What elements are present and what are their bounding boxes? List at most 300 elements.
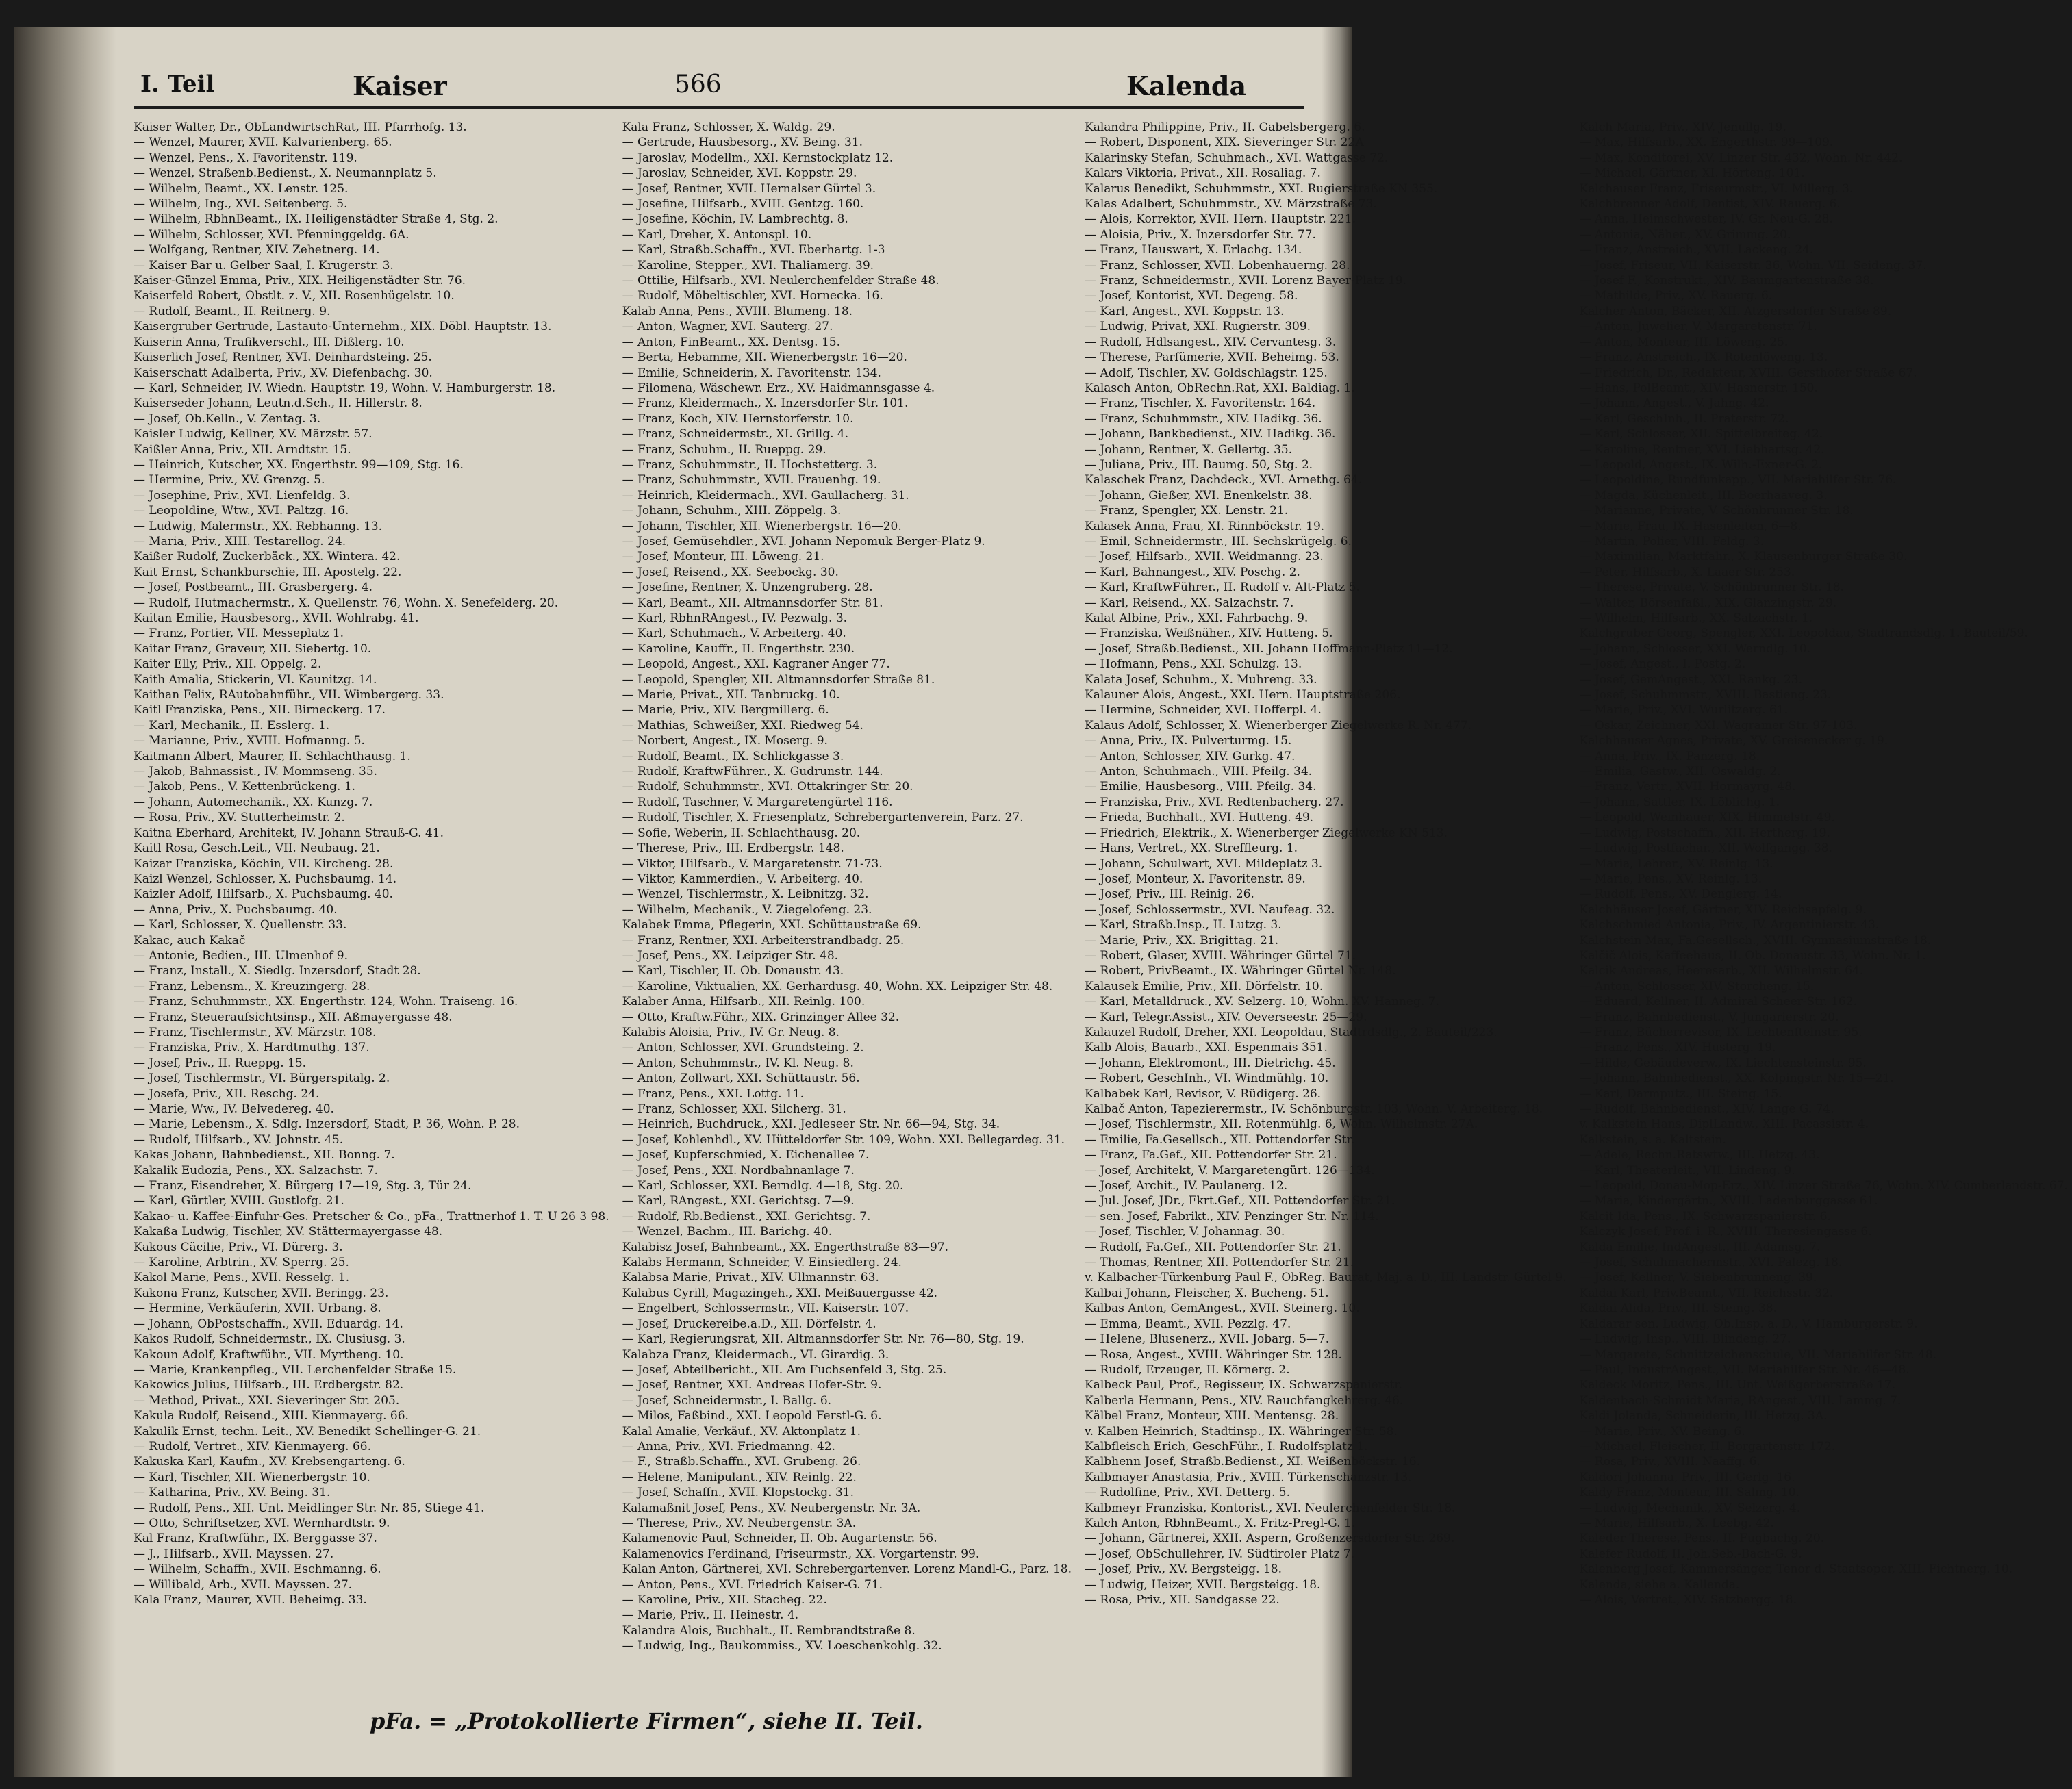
directory-page <box>14 27 2068 1777</box>
book-spine-shadow <box>14 27 116 1777</box>
directory-entry: Kalars Viktoria, Privat., XII. Rosaliag. 7. <box>1085 166 1321 181</box>
directory-entry: Kaiserschatt Adalberta, Priv., XV. Diefenbachg. 30. <box>134 366 433 380</box>
directory-entry: — Marie, Priv., XX. Brigittag. 21. <box>1085 933 1279 948</box>
directory-entry: — Martin, Polier, VIII. Feldg. 3. <box>1579 534 1764 548</box>
directory-entry: Kaitl Franziska, Pens., XII. Birneckerg. 17. <box>134 703 386 718</box>
directory-entry: Kakalik Eudozia, Pens., XX. Salzachstr. 7. <box>134 1163 378 1178</box>
directory-entry: — Rudolf, Vertret., XIV. Kienmayerg. 66. <box>134 1439 372 1454</box>
directory-entry: — Rudolf, Hutmachermstr., X. Quellenstr. 76, Wohn. X. Senefelderg. 20. <box>134 596 559 610</box>
directory-entry: Kaisler Ludwig, Kellner, XV. Märzstr. 57. <box>134 427 372 442</box>
directory-entry: Kalabsa Marie, Privat., XIV. Ullmannstr. 63. <box>622 1271 879 1285</box>
directory-entry: — Josef, Archit., IV. Paulanerg. 12. <box>1085 1179 1288 1193</box>
directory-entry: — Therese, Priv., III. Erdbergstr. 148. <box>622 841 844 856</box>
directory-entry: — Marianne, Priv., XVIII. Hofmanng. 5. <box>134 734 365 748</box>
directory-entry: — Heinrich, Buchdruck., XXI. Jedleseer Str. Nr. 66—94, Stg. 34. <box>622 1117 1000 1132</box>
directory-entry: — Emilie, Fa.Gesellsch., XII. Pottendorfer Str. <box>1085 1132 1355 1147</box>
directory-entry: Kalcher Anton, Bäcker, XII. Atzgersdorfer Straße 89. <box>1579 304 1892 318</box>
directory-entry: — Ludwig, Ing., Baukommiss., XV. Loeschenkohlg. 32. <box>622 1639 942 1653</box>
directory-entry: — Josef, Gemüsehdler., XVI. Johann Nepomuk Berger-Platz 9. <box>622 534 985 548</box>
directory-entry: — Wilhelm, Schlosser, XVI. Pfenninggeldg. 6A. <box>134 227 409 242</box>
directory-entry: — Friedrich, Elektrik., X. Wienerberger Ziegelwerke KN 513. <box>1085 826 1448 840</box>
directory-entry: — Rudolf, Erzeuger, II. Körnerg. 2. <box>1085 1362 1290 1377</box>
directory-entry: — Mathilde, Priv., XV. Rauerg. 6. <box>1579 289 1773 303</box>
directory-entry: — Wenzel, Pens., X. Favoritenstr. 119. <box>134 151 357 165</box>
directory-entry: — Franz, Schlosser, XVII. Lobenhauerng. 28. <box>1085 258 1350 272</box>
directory-entry: — Emilia, Gastw., XII. Oswaldg. 2. <box>1579 765 1781 779</box>
directory-entry: Kakous Cäcilie, Priv., VI. Dürerg. 3. <box>134 1240 343 1254</box>
directory-entry: — Marie, Priv., XIV. Bergmillerg. 6. <box>622 703 829 718</box>
directory-entry: — Franz, Schuhm., II. Rueppg. 29. <box>622 442 826 457</box>
directory-entry: — Rudolf, Beamt., IX. Schlickgasse 3. <box>622 749 844 763</box>
directory-entry: Kaiserin Anna, Trafikverschl., III. Dißlerg. 10. <box>134 335 405 349</box>
directory-entry: — Rudolf, Bahnbedienst., XIV. Lange G. 74. <box>1579 1102 1834 1116</box>
directory-entry: — Heinrich, Kutscher, XX. Engerthstr. 99—109, Stg. 16. <box>134 457 464 472</box>
directory-entry: — Hans, Vertret., XX. Streffleurg. 1. <box>1085 841 1298 856</box>
directory-entry: — Johann, Tischler, XII. Wienerbergstr. 16—20. <box>622 519 902 533</box>
right-keyword: Kalenda <box>1126 71 1247 101</box>
column-1 <box>134 120 614 1688</box>
directory-entry: — Karl, Straßb.Schaffn., XVI. Eberhartg. 1-3 <box>622 243 885 257</box>
directory-entry: — Mathias, Schweißer, XXI. Riedweg 54. <box>622 718 863 733</box>
directory-entry: — Josef, GemAngest., XXI. Rankg. 23. <box>1579 672 1802 687</box>
directory-entry: — Franz, Spengler, XX. Lenstr. 21. <box>1085 504 1289 518</box>
directory-entry: — Franz, Hauswart, X. Erlachg. 134. <box>1085 243 1302 257</box>
directory-entry: — Josef, Hilfsarb., XVII. Weidmanng. 23. <box>1085 550 1324 564</box>
directory-entry: Kalbmayer Anastasia, Priv., XVIII. Türkenschanzstr. 13. <box>1085 1470 1412 1484</box>
directory-entry: — Karl, Mechanik., II. Esslerg. 1. <box>134 718 330 733</box>
directory-entry: — Josef, Angest., I. Postg. 2. <box>1579 657 1746 672</box>
directory-entry: v. Kalkstein Hans, DiplLandw., XIII. Pacassistr. 4. <box>1579 1117 1869 1132</box>
directory-entry: — Franz, Schuhmmstr., XIV. Hadikg. 36. <box>1085 411 1322 426</box>
directory-entry: — Josef, Schuhmmstr., XVIII. Bastieng. 23. <box>1579 688 1832 702</box>
directory-entry: Kakuska Karl, Kaufm., XV. Krebsengarteng. 6. <box>134 1455 405 1469</box>
directory-entry: — Franz, Pens., XXI. Lottg. 11. <box>622 1087 805 1101</box>
directory-entry: — Hans, PolBeamt., XIV. Hasnerstr. 150. <box>1579 381 1818 395</box>
directory-entry: Kaldai Alida, Priv., III. Steing. 38. <box>1579 1302 1778 1316</box>
footer-note: pFa. = „Protokollierte Firmen“, siehe II. Teil. <box>370 1708 923 1734</box>
directory-entry: — Karoline, Stepper., XVI. Thaliamerg. 39. <box>622 258 874 272</box>
directory-entry: — Josef, Monteur, X. Favoritenstr. 89. <box>1085 872 1306 886</box>
directory-entry: Kal Franz, Kraftwführ., IX. Berggasse 37. <box>134 1532 377 1546</box>
directory-entry: — Franz, Tischler, X. Favoritenstr. 164. <box>1085 396 1316 411</box>
directory-entry: — Josephine, Priv., XVI. Lienfeldg. 3. <box>134 488 351 503</box>
directory-entry: — Franz, Schlosser, XXI. Silcherg. 31. <box>622 1102 846 1116</box>
directory-entry: — Rudolf, Fa.Gef., XII. Pottendorfer Str. 21. <box>1085 1240 1341 1254</box>
directory-entry: Kalczyk Josef, Prof. i. R., XVIII. Theresiengasse 6. <box>1579 1225 1872 1239</box>
directory-entry: Kakowics Julius, Hilfsarb., III. Erdbergstr. 82. <box>134 1378 404 1393</box>
directory-entry: Kalandra Philippine, Priv., II. Gabelsbergerg. 6. <box>1085 120 1365 134</box>
directory-entry: — Walter, Börsenfaßl., XIX. Glanzingstr. 29. <box>1579 596 1837 610</box>
directory-entry: Kalda Emilie, IndAngest., III. Adamsg. 7. <box>1579 1240 1821 1254</box>
directory-entry: — Marie, Lebensm., X. Sdlg. Inzersdorf, Stadt, P. 36, Wohn. P. 28. <box>134 1117 520 1132</box>
directory-entry: Kalamenovics Ferdinand, Friseurmstr., XX. Vorgartenstr. 99. <box>622 1547 980 1561</box>
directory-entry: — Josef, Monteur, III. Löweng. 21. <box>622 550 824 564</box>
directory-entry: — Anton, Wagner, XVI. Sauterg. 27. <box>622 320 833 334</box>
directory-entry: — Norbert, Angest., IX. Moserg. 9. <box>622 734 828 748</box>
directory-entry: v. Kalben Heinrich, Stadtinsp., IX. Währinger Str. 58. <box>1085 1424 1398 1438</box>
directory-entry: — Emilie, Hausbesorg., VIII. Pfeilg. 34. <box>1085 780 1317 794</box>
directory-entry: — Rudolf, Schuhmmstr., XVI. Ottakringer Str. 20. <box>622 780 913 794</box>
directory-entry: Kalbeck Paul, Prof., Regisseur, IX. Schwarzspanierstr. <box>1085 1378 1402 1393</box>
left-keyword: Kaiser <box>353 71 447 101</box>
directory-entry: Kalabisz Josef, Bahnbeamt., XX. Engerthstraße 83—97. <box>622 1240 949 1254</box>
directory-entry: — Milos, Faßbind., XXI. Leopold Ferstl-G. 6. <box>622 1409 882 1423</box>
directory-entry: — Marie, Pens., XV. Reinlg. 13. <box>1579 872 1763 886</box>
directory-entry: — Johann, Schuhm., XIII. Zöppelg. 3. <box>622 504 842 518</box>
directory-entry: — Rudolf, Rb.Bedienst., XXI. Gerichtsg. 7. <box>622 1209 871 1223</box>
directory-entry: — Thomas, Rentner, XII. Pottendorfer Str. 21. <box>1085 1256 1354 1270</box>
directory-entry: — Josef F., Konstrukt., XIV. Baumgartenstraße 38. <box>1579 274 1874 288</box>
directory-entry: Kalandra Alois, Buchhalt., II. Rembrandtstraße 8. <box>622 1623 915 1638</box>
directory-entry: Kakula Rudolf, Reisend., XIII. Kienmayerg. 66. <box>134 1409 409 1423</box>
directory-entry: — Ludwig, Heizer, XVII. Bergsteigg. 18. <box>1085 1577 1321 1592</box>
directory-entry: — Josef, Tischlermstr., XII. Rotenmühlg. 6, Wohn. Wilhelmstr. 27A. <box>1085 1117 1478 1132</box>
directory-entry: — Juliana, Priv., III. Baumg. 50, Stg. 2. <box>1085 457 1313 472</box>
directory-entry: Kalat Albine, Priv., XXI. Fahrbachg. 9. <box>1085 611 1309 625</box>
directory-entry: Kaiser Walter, Dr., ObLandwirtschRat, III. Pfarrhofg. 13. <box>134 120 467 134</box>
directory-entry: — Marie, Priv., II. Heinestr. 4. <box>622 1608 799 1623</box>
directory-entry: — J., Hilfsarb., XVII. Mayssen. 27. <box>134 1547 334 1561</box>
directory-entry: — Michael, Gärtner, XI. Hörteng. 101. <box>1579 166 1805 181</box>
directory-entry: Kaißler Anna, Priv., XII. Arndtstr. 15. <box>134 442 351 457</box>
page-number: 566 <box>674 71 722 99</box>
directory-entry: — Anna, Priv., IX. Pulverturmg. 15. <box>1085 734 1292 748</box>
directory-entry: Kalchgruber Georg, Spengler, XXI. Leopoldau, Stadtrandsdlg. 1. Bauteil/59. <box>1579 626 2028 641</box>
directory-entry: — Rudolfine, Priv., XVI. Detterg. 5. <box>1085 1486 1291 1500</box>
directory-entry: Kakaßa Ludwig, Tischler, XV. Stättermayergasse 48. <box>134 1225 443 1239</box>
directory-entry: Kaizl Wenzel, Schlosser, X. Puchsbaumg. 14. <box>134 872 397 886</box>
directory-entry: — Rudolf, Hdlsangest., XIV. Cervantesg. 3. <box>1085 335 1337 349</box>
directory-entry: — Heinrich, Kleidermach., XVI. Gaullacherg. 31. <box>622 488 909 503</box>
directory-entry: — Josef, Pens., XX. Leipziger Str. 48. <box>622 948 839 963</box>
directory-entry: — Emil, Schneidermstr., III. Sechskrügelg. 6. <box>1085 534 1352 548</box>
directory-entry: — Rosa, Priv., XV. Stutterheimstr. 2. <box>134 811 345 825</box>
directory-entry: — Franz, Tischlermstr., XV. Märzstr. 108. <box>134 1025 377 1039</box>
directory-entry: Kalab Anna, Pens., XVIII. Blumeng. 18. <box>622 304 853 318</box>
directory-entry: — Johann, ObPostschaffn., XVII. Eduardg. 14. <box>134 1317 403 1331</box>
directory-entry: Kalas Adalbert, Schuhmmstr., XV. Märzstraße 73. <box>1085 197 1377 212</box>
directory-entry: Kaldeck Moritz, Pens., III. Unt. Weißgerberstraße 17. <box>1579 1378 1895 1393</box>
directory-entry: — Franz, Steueraufsichtsinsp., XII. Aßmayergasse 48. <box>134 1010 453 1024</box>
directory-entry: — Marie, Ww., IV. Belvedereg. 40. <box>134 1102 334 1116</box>
directory-entry: — Josef, Abteilbericht., XII. Am Fuchsenfeld 3, Stg. 25. <box>622 1362 947 1377</box>
directory-entry: Kalasek Anna, Frau, XI. Rinnböckstr. 19. <box>1085 519 1325 533</box>
directory-entry: — Johann, Angest., V. Jahng. 42. <box>1579 396 1769 411</box>
directory-entry: Kalchhäuser Josef, Gärtner, XIV. Reichsapfelg. 9. <box>1579 902 1867 917</box>
directory-entry: — Oskar, Zeichner, XXI. Wagramer Str. 97-103. <box>1579 718 1858 733</box>
directory-entry: — Maximilian, Marktfahr., X. Klausenburger Straße 30. <box>1579 550 1908 564</box>
directory-entry: Kälbel Franz, Monteur, XIII. Mentensg. 28. <box>1085 1409 1339 1423</box>
directory-entry: Kaiser-Günzel Emma, Priv., XIX. Heiligenstädter Str. 76. <box>134 274 466 288</box>
directory-entry: — Willibald, Arb., XVII. Mayssen. 27. <box>134 1577 353 1592</box>
directory-entry: — Antonia, Näher., XV. Grimmg. 20. <box>1579 227 1791 242</box>
directory-entry: Kaitl Rosa, Gesch.Leit., VII. Neubaug. 21. <box>134 841 380 856</box>
directory-entry: — Therese, Priv., XV. Neubergenstr. 3A. <box>622 1516 857 1530</box>
directory-entry: — Karl, Regierungsrat, XII. Altmannsdorfer Str. Nr. 76—80, Stg. 19. <box>622 1332 1024 1347</box>
directory-entry: — Josef, Reisend., XX. Seebockg. 30. <box>622 565 839 579</box>
directory-entry: — Josef, Tischlermstr., VI. Bürgerspitalg. 2. <box>134 1071 390 1086</box>
directory-entry: Kalaschek Franz, Dachdeck., XVI. Arnethg. 64. <box>1085 473 1363 487</box>
directory-entry: — Franz, Schneidermstr., XI. Grillg. 4. <box>622 427 849 442</box>
directory-entry: — Josef, Postbeamt., III. Grasbergerg. 4. <box>134 581 373 595</box>
directory-entry: — Jakob, Pens., V. Kettenbrückeng. 1. <box>134 780 355 794</box>
directory-entry: Kaith Amalia, Stickerin, VI. Kaunitzg. 14. <box>134 672 377 687</box>
directory-entry: — Emilie, Schneiderin, X. Favoritenstr. 134. <box>622 366 881 380</box>
directory-entry: — Paul, IndustrAngest., VII. Mariahilfer Str. Nr. 46—48. <box>1579 1362 1910 1377</box>
directory-entry: — Gertrude, Hausbesorg., XV. Being. 31. <box>622 136 863 150</box>
directory-entry: — Franz, Portier, VII. Messeplatz 1. <box>134 626 344 641</box>
directory-entry: — Rudolf, Tischler, X. Friesenplatz, Schrebergartenverein, Parz. 27. <box>622 811 1024 825</box>
directory-entry: — Helene, Manipulant., XIV. Reinlg. 22. <box>622 1470 857 1484</box>
directory-entry: — Wilhelm, Mechanik., V. Ziegelofeng. 23. <box>622 902 872 917</box>
directory-entry: Kalabek Emma, Pflegerin, XXI. Schüttaustraße 69. <box>622 918 922 932</box>
directory-entry: — Josef, Pens., XXI. Nordbahnanlage 7. <box>622 1163 855 1178</box>
directory-entry: — Rudolf, Taschner, V. Margaretengürtel 116. <box>622 795 893 809</box>
directory-entry: — Wilhelm, Beamt., XX. Lenstr. 125. <box>134 181 349 196</box>
directory-entry: — Josef, Schneidermstr., I. Ballg. 6. <box>622 1393 832 1408</box>
directory-entry: — Rudolf, Möbeltischler, XVI. Hornecka. 16. <box>622 289 883 303</box>
directory-entry: — Ludwig, Postschaffn., XII. Hertherg. 19. <box>1579 826 1830 840</box>
directory-entry: Kaldori Johanna, Priv., III. Gerlg. 16. <box>1579 1470 1795 1484</box>
directory-entry: Kalal Amalie, Verkäuf., XV. Aktonplatz 1. <box>622 1424 861 1438</box>
directory-entry: — Robert, PrivBeamt., IX. Währinger Gürtel Nr. 148. <box>1085 964 1396 978</box>
directory-entry: — Johann, Schulwart, XVI. Mildeplatz 3. <box>1085 857 1323 871</box>
directory-entry: — Leopold, Angest., XXI. Kagraner Anger 77. <box>622 657 890 672</box>
directory-entry: — Karl, Gürtler, XVIII. Gustlofg. 21. <box>134 1194 344 1208</box>
directory-entry: — Wenzel, Bachm., III. Barichg. 40. <box>622 1225 833 1239</box>
directory-entry: — Anna, Heimschwester, IV. Gr. Neu-G. 28. <box>1579 212 1833 227</box>
directory-entry: — Emma, Beamt., XVII. Pezzlg. 47. <box>1085 1317 1291 1331</box>
directory-entry: — Therese, Parfümerie, XVII. Beheimg. 53. <box>1085 351 1339 365</box>
directory-entry: — Josef, Architekt, V. Margaretengürt. 126—134. <box>1085 1163 1375 1178</box>
directory-entry: Kalchstein Max, Fa.Gesellsch., XVIII. Gymnasiumstraße 18. <box>1579 933 1932 948</box>
directory-entry: Kalarus Benedikt, Schuhmmstr., XXI. Rugierstraße KN 355. <box>1085 181 1438 196</box>
directory-entry: — Josef, Schuhmachermstr., XVI. Palezg. 18. <box>1579 1256 1843 1270</box>
directory-entry: — Karl, Bahnangest., XIV. Poschg. 2. <box>1085 565 1300 579</box>
directory-entry: — Peter, Hilfsarb., X. Laaer Str. 253. <box>1579 565 1795 579</box>
directory-entry: — Jul. Josef, JDr., Fkrt.Gef., XII. Pottendorfer Str. 21. <box>1085 1194 1395 1208</box>
directory-entry: — Anton, Pens., XVI. Friedrich Kaiser-G. 71. <box>622 1577 883 1592</box>
directory-entry: Kaiserlich Josef, Rentner, XVI. Deinhardsteing. 25. <box>134 351 432 365</box>
directory-entry: — Franz, Schuhmmstr., II. Hochstetterg. 3. <box>622 457 878 472</box>
directory-entry: — Karl, Tischler, XII. Wienerbergstr. 10. <box>134 1470 370 1484</box>
directory-entry: Kalausek Emilie, Priv., XII. Dörfelstr. 10. <box>1085 979 1324 993</box>
column-3 <box>1085 120 1571 1688</box>
directory-entry: Kalchauser Franz, Friseurmstr., VI. Millerg. 3. <box>1579 181 1854 196</box>
page-header <box>134 65 1304 109</box>
directory-entry: — Maria, Lehrer., XV. Reinlg. 13. <box>1579 857 1773 871</box>
directory-entry: — Franz, Anstreich., IX. Rotenlöweng. 13. <box>1579 351 1828 365</box>
directory-entry: Kalch Anton, RbhnBeamt., X. Fritz-Pregl-G. 1. <box>1085 1516 1356 1530</box>
directory-entry: Kaldi Jolanda, Schneiderin, III. Hetzg. 3A. <box>1579 1409 1828 1423</box>
directory-entry: — Karl, Dreher, X. Antonspl. 10. <box>622 227 812 242</box>
directory-entry: — Leopoldine, Rundfunkapp., VII. Mariahilfer Str. 76. <box>1579 473 1897 487</box>
directory-entry: Kaitan Emilie, Hausbesorg., XVII. Wohlrabg. 41. <box>134 611 419 625</box>
directory-entry: — Leopold, Angest., IX. Wilh.-Exner-G. 2. <box>1579 457 1823 472</box>
directory-entry: — Filomena, Wäschewr. Erz., XV. Haidmannsgasse 4. <box>622 381 935 395</box>
directory-entry: Kalčič Alois, Kaffeehaus, II. Ob. Donaustr. 33, Wohn. Nr. 1. <box>1579 948 1926 963</box>
directory-entry: — Wilhelm, Ing., XVI. Seitenberg. 5. <box>134 197 348 212</box>
part-label: I. Teil <box>140 71 215 98</box>
directory-entry: — Marie, Priv., XV. Being. 6. <box>1579 1424 1745 1438</box>
directory-entry: Kakao- u. Kaffee-Einfuhr-Ges. Pretscher & Co., pFa., Trattnerhof 1. T. U 26 3 98. <box>134 1209 609 1223</box>
directory-entry: Kalasch Anton, ObRechn.Rat, XXI. Baldiag. 1. <box>1085 381 1355 395</box>
directory-entry: — Johann, Rentner, X. Gellertg. 35. <box>1085 442 1293 457</box>
directory-entry: — Hermine, Priv., XV. Grenzg. 5. <box>134 473 325 487</box>
directory-entry: — Robert, Disponent, XIX. Sieveringer Str. 22A <box>1085 136 1364 150</box>
directory-entry: — F., Straßb.Schaffn., XVI. Grubeng. 26. <box>622 1455 861 1469</box>
directory-entry: Kalkstein, s. a. Kaltstein. <box>1579 1132 1726 1147</box>
directory-entry: Kaiserfeld Robert, Obstlt. z. V., XII. Rosenhügelstr. 10. <box>134 289 455 303</box>
directory-entry: — Franz, Pens., XIV. Husterg. 19. <box>1579 1041 1776 1055</box>
directory-entry: Kaißer Rudolf, Zuckerbäck., XX. Wintera. 42. <box>134 550 401 564</box>
directory-entry: — Josefine, Köchin, IV. Lambrechtg. 8. <box>622 212 848 227</box>
directory-entry: Kala Franz, Schlosser, X. Waldg. 29. <box>622 120 835 134</box>
directory-entry: — Rosa, Angest., XVIII. Währinger Str. 128. <box>1085 1347 1342 1362</box>
directory-entry: — Karl, Beamt., XII. Altmannsdorfer Str. 81. <box>622 596 883 610</box>
directory-entry: — Karl, Schneider, IV. Wiedn. Hauptstr. 19, Wohn. V. Hamburgerstr. 18. <box>134 381 556 395</box>
directory-entry: Kalbas Anton, GemAngest., XVII. Steinerg. 10. <box>1085 1302 1360 1316</box>
directory-entry: — Method, Privat., XXI. Sieveringer Str. 205. <box>134 1393 400 1408</box>
directory-entry: — Kaiser Bar u. Gelber Saal, I. Krugerstr. 3. <box>134 258 394 272</box>
directory-entry: Kalabus Cyrill, Magazingeh., XXI. Meißauergasse 42. <box>622 1286 938 1300</box>
directory-entry: Kalata Josef, Schuhm., X. Muhreng. 33. <box>1085 672 1317 687</box>
directory-entry: — Marie, Priv., XVI. Wurlitzerg. 61. <box>1579 703 1789 718</box>
directory-entry: Kalb Alois, Bauarb., XXI. Espenmais 351. <box>1085 1041 1328 1055</box>
directory-entry: — Anna, Priv., IX. Panzerg. 18. <box>1579 749 1760 763</box>
directory-entry: — Anton, Juwelier, V. Margaretenstr. 71. <box>1579 320 1817 334</box>
directory-entry: — Josef, Schaffn., XVII. Klopstockg. 31. <box>622 1486 855 1500</box>
directory-entry: — Franz, Anstreich., XVII. Lackeng. 24. <box>1579 243 1814 257</box>
directory-entry: — Adele, Rechn.Ratswtw., III. Hetzg. 43. <box>1579 1148 1820 1163</box>
directory-entry: — Franziska, Weißnäher., XIV. Hutteng. 5. <box>1085 626 1333 641</box>
directory-entry: — Karl, Schlosser, X. Quellenstr. 33. <box>134 918 347 932</box>
directory-entry: — Ludwig, Postfachar., XII. Wolfgangg. 38. <box>1579 841 1832 856</box>
directory-entry: — Karoline, Rentner, XVI. Liebhartsg. 42. <box>1579 442 1825 457</box>
directory-entry: — Wolfgang, Rentner, XIV. Zehetnerg. 14. <box>134 243 380 257</box>
directory-entry: — Wilhelm, Schaffn., XVII. Eschmanng. 6. <box>134 1562 381 1577</box>
directory-entry: — Karoline, Viktualien, XX. Gerhardusg. 40, Wohn. XX. Leipziger Str. 48. <box>622 979 1053 993</box>
directory-entry: — Magda, Küchenleit., III. Boerhaaveg. 3. <box>1579 488 1828 503</box>
directory-entry: Kakol Marie, Pens., XVII. Resselg. 1. <box>134 1271 350 1285</box>
directory-columns <box>134 120 2068 1688</box>
directory-entry: — sen. Josef, Fabrikt., XIV. Penzinger Str. Nr. 114. <box>1085 1209 1379 1223</box>
directory-entry: — Karl, Reisend., XX. Salzachstr. 7. <box>1085 596 1294 610</box>
directory-entry: — Aloisia, Priv., X. Inzersdorfer Str. 77. <box>1085 227 1316 242</box>
directory-entry: — Johann, Elektromont., III. Dietrichg. 45. <box>1085 1056 1336 1070</box>
directory-entry: Kaizar Franziska, Köchin, VII. Kircheng. 28. <box>134 857 394 871</box>
directory-entry: Kalaber Anna, Hilfsarb., XII. Reinlg. 100. <box>622 995 866 1009</box>
directory-entry: Kalamaßnit Josef, Pens., XV. Neubergenstr. Nr. 3A. <box>622 1501 921 1515</box>
directory-entry: — Sofie, Weberin, II. Schlachthausg. 20. <box>622 826 861 840</box>
directory-entry: Kalchbrenner Adolf, Dentist, XIV. Rauerg. 6. <box>1579 197 1841 212</box>
column-4 <box>1580 120 2072 1688</box>
directory-entry: — Friedrich, Dr., Redakteur, XVIII. Gersthofer Straße 67. <box>1579 366 1917 380</box>
directory-entry: Kalbfleisch Erich, GeschFühr., I. Rudolfsplatz 1. <box>1085 1439 1368 1454</box>
directory-entry: Kalabis Aloisia, Priv., IV. Gr. Neug. 8. <box>622 1025 840 1039</box>
directory-entry: — Anton, Schuhmmstr., IV. Kl. Neug. 8. <box>622 1056 854 1070</box>
directory-entry: Kakac, auch Kakač <box>134 933 246 948</box>
directory-entry: Kalch Maria, Priv., XIV. Jenullg. 19. <box>1579 120 1786 134</box>
directory-entry: — Karl, Schuhmach., V. Arbeiterg. 40. <box>622 626 846 641</box>
directory-entry: — Franz, Schuhmmstr., XVII. Frauenhg. 19. <box>622 473 881 487</box>
directory-entry: — Robert, GeschInh., VI. Windmühlg. 10. <box>1085 1071 1329 1086</box>
directory-entry: — Josefine, Rentner, X. Unzengruberg. 28. <box>622 581 873 595</box>
directory-entry: — Franz, Bücherrevisor, IX. Lechtenfteinstr. 95. <box>1579 1025 1862 1039</box>
directory-entry: — Hermine, Schneider, XVI. Hofferpl. 4. <box>1085 703 1322 718</box>
directory-entry: Kalenda, siehe a. Kallenda. <box>1579 1577 1740 1592</box>
directory-entry: — Viktor, Kammerdien., V. Arbeiterg. 40. <box>622 872 863 886</box>
directory-entry: Kalchschmied Antonia, Priv., IV. Argentinierstr. 43. <box>1579 918 1880 932</box>
directory-entry: — Marie, Privat., XII. Tanbruckg. 10. <box>622 688 840 702</box>
directory-entry: Kakulik Ernst, techn. Leit., XV. Benedikt Schellinger-G. 21. <box>134 1424 481 1438</box>
directory-entry: — Johann, Bahnbedienst., XX. Kolpingstr. Nr. 15—21. <box>1579 1071 1894 1086</box>
directory-entry: Kaldarar sen. Ludwig, Ob.Insp. a. D., V. Hamburgerstr. 9. <box>1579 1317 1918 1331</box>
directory-entry: Kalbmeyr Franziska, Kontorist., XVI. Neulerchenfelder Str. 18. <box>1085 1501 1456 1515</box>
directory-entry: — Adolf, Tischler, XV. Goldschlagstr. 125. <box>1085 366 1328 380</box>
directory-entry: — Max, Hilfsarb., XX. Engerthstr. 99—109. <box>1579 136 1834 150</box>
directory-entry: Kaizler Adolf, Hilfsarb., X. Puchsbaumg. 40. <box>134 887 393 902</box>
directory-entry: — Josef, Druckereibe.a.D., XII. Dörfelstr. 4. <box>622 1317 876 1331</box>
directory-entry: — Anton, Schlosser, XIV. Storcheng. 15. <box>1579 979 1815 993</box>
directory-entry: — Josef, Priv., III. Reinig. 26. <box>1085 887 1254 902</box>
directory-entry: — Karl, Schlosser, XXI. Berndlg. 4—18, Stg. 20. <box>622 1179 904 1193</box>
directory-entry: — Hofmann, Pens., XXI. Schulzg. 13. <box>1085 657 1302 672</box>
directory-entry: — Karl, Angest., XVI. Koppstr. 13. <box>1085 304 1285 318</box>
directory-entry: Kaitmann Albert, Maurer, II. Schlachthausg. 1. <box>134 749 411 763</box>
directory-entry: Kaitar Franz, Graveur, XII. Siebertg. 10. <box>134 642 372 656</box>
directory-entry: — Rudolf, Pens., XII. Unt. Meidlinger Str. Nr. 85, Stiege 41. <box>134 1501 485 1515</box>
directory-entry: — Wenzel, Maurer, XVII. Kalvarienberg. 65. <box>134 136 392 150</box>
directory-entry: — Leopold, Spengler, XII. Altmannsdorfer Straße 81. <box>622 672 935 687</box>
directory-entry: — Marie, Krankenpfleg., VII. Lerchenfelder Straße 15. <box>134 1362 457 1377</box>
directory-entry: — Josef, Kellner, V. Siebenbrunneng. 39. <box>1579 1271 1817 1285</box>
directory-entry: Kalbač Anton, Tapezierermstr., IV. Schönburgstr. 103, Wohn. V. Arbeiterg. 18. <box>1085 1102 1543 1116</box>
directory-entry: Kalberla Hermann, Pens., XIV. Rauchfangkehrerg. 46. <box>1085 1393 1404 1408</box>
directory-entry: — Jaroslav, Modellm., XXI. Kernstockplatz 12. <box>622 151 894 165</box>
directory-entry: — Anton, FinBeamt., XX. Dentsg. 15. <box>622 335 841 349</box>
directory-entry: Kaiserseder Johann, Leutn.d.Sch., II. Hillerstr. 8. <box>134 396 422 411</box>
directory-entry: — Rosa, Priv., XII. Sandgasse 22. <box>1085 1593 1280 1607</box>
directory-entry: — Josef, Tischler, V. Johannag. 30. <box>1085 1225 1285 1239</box>
directory-entry: — Karl, Theaterleit., VII. Lindeng. 9. <box>1579 1163 1795 1178</box>
directory-entry: Kalefer Rudolf, II. Joh.Seb.-Bach-G. 9. <box>1579 1547 1802 1561</box>
directory-entry: — Franz, Vertr., XVII. Hormayrg. 48. <box>1579 780 1796 794</box>
directory-entry: — Johann, Gärtnerei, XXII. Aspern, Großenzersdorfer Str. 269. <box>1085 1532 1455 1546</box>
directory-entry: — Johann, Sattler, IX. Löblichg. 1. <box>1579 795 1780 809</box>
directory-entry: — Anna, Priv., XVI. Friedmanng. 42. <box>622 1439 835 1454</box>
directory-entry: — Wenzel, Straßenb.Bedienst., X. Neumannplatz 5. <box>134 166 437 181</box>
directory-entry: — Marie, Hilfsarb., X. Leebg. 42. <box>1579 1516 1774 1530</box>
directory-entry: Kakoun Adolf, Kraftwführ., VII. Myrtheng. 10. <box>134 1347 404 1362</box>
directory-entry: — Josef, Friseur, VII. Kaiserstr. 36, Wohn. VII. Seideng. 37. <box>1579 258 1927 272</box>
directory-entry: — Johann, Bankbedienst., XIV. Hadikg. 36. <box>1085 427 1336 442</box>
directory-entry: — Anton, Monteur, III. Löweng. 25. <box>1579 335 1789 349</box>
directory-entry: Kalcik Andreas, Heeresarb., XII. Wilhelmstr. 64. <box>1579 964 1864 978</box>
directory-entry: Kalauzel Rudolf, Dreher, XXI. Leopoldau, Stadtrdsdlg., 2. Bauteil/223. <box>1085 1025 1498 1039</box>
directory-entry: — Josefine, Hilfsarb., XVIII. Gentzg. 160. <box>622 197 864 212</box>
directory-entry: — Max, Konditorei, XV. Linzer Str. 432, Wohn. Nr. 442. <box>1579 151 1903 165</box>
directory-entry: — Ludwig, Malermstr., XX. Rebhanng. 13. <box>134 519 382 533</box>
directory-entry: — Eduard, Kellner, II. Admiral Scheer-Str. 162. <box>1579 995 1857 1009</box>
directory-entry: — Marie, Frau, IX. Hasenleiten, 6—8. <box>1579 519 1802 533</box>
directory-entry: — Ludwig, Privat, XXI. Rugierstr. 309. <box>1085 320 1311 334</box>
directory-entry: Kaisergruber Gertrude, Lastauto-Unternehm., XIX. Döbl. Hauptstr. 13. <box>134 320 552 334</box>
directory-entry: — Otto, Kraftw.Führ., XIX. Grinzinger Allee 32. <box>622 1010 900 1024</box>
directory-entry: — Alois, Vertret., XIV. Satzbergg. 18. <box>1579 1593 1797 1607</box>
directory-entry: — Margarete, Schnittzeichenschule, VII. Mariahilfer Str. 48. <box>1579 1347 1937 1362</box>
directory-entry: — Leopoldine, Wtw., XVI. Paltzg. 16. <box>134 504 349 518</box>
